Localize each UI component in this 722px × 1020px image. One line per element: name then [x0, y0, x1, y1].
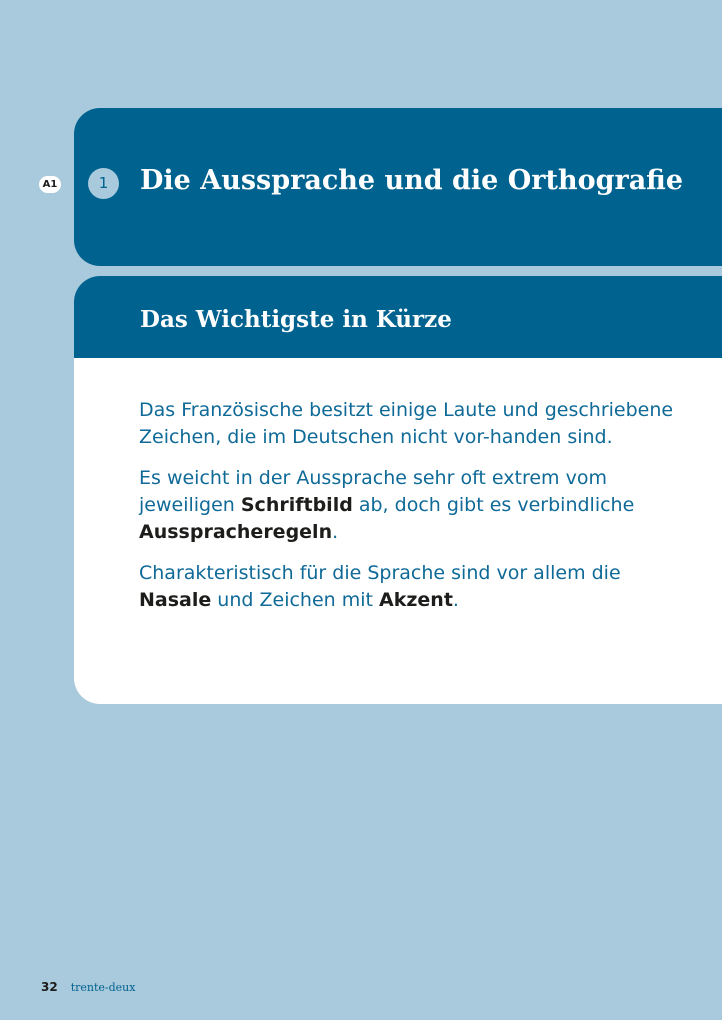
- summary-header: [74, 276, 722, 358]
- paragraph-text: .: [452, 589, 459, 611]
- paragraph-text: und Zeichen mit: [211, 589, 380, 611]
- emphasis-nasale: Nasale: [139, 589, 212, 611]
- page-number-word: trente-deux: [70, 981, 136, 994]
- emphasis-schriftbild: Schriftbild: [240, 494, 353, 516]
- summary-paragraph-2: [139, 465, 679, 546]
- paragraph-text: Es weicht in der Aussprache sehr oft extrem vom jeweiligen: [139, 467, 607, 516]
- summary-body: [139, 397, 679, 628]
- page-footer: [41, 976, 135, 992]
- summary-card: [74, 276, 722, 704]
- emphasis-ausspracheregeln: Ausspracheregeln: [139, 521, 333, 543]
- level-badge: A1: [39, 176, 61, 193]
- paragraph-text: .: [332, 521, 339, 543]
- page-number: 32: [41, 980, 58, 994]
- summary-paragraph-3: [139, 560, 679, 614]
- chapter-title: Die Aussprache und die Orthografie: [140, 165, 683, 196]
- summary-title: Das Wichtigste in Kürze: [140, 306, 452, 333]
- paragraph-text: Charakteristisch für die Sprache sind vor allem die: [139, 562, 621, 584]
- paragraph-text: ab, doch gibt es verbindliche: [352, 494, 635, 516]
- chapter-header: [74, 108, 722, 266]
- emphasis-akzent: Akzent: [379, 589, 453, 611]
- chapter-number-badge: 1: [88, 168, 119, 199]
- summary-paragraph-1: Das Französische besitzt einige Laute und geschriebene Zeichen, die im Deutschen nicht vor-handen sind.: [139, 399, 674, 448]
